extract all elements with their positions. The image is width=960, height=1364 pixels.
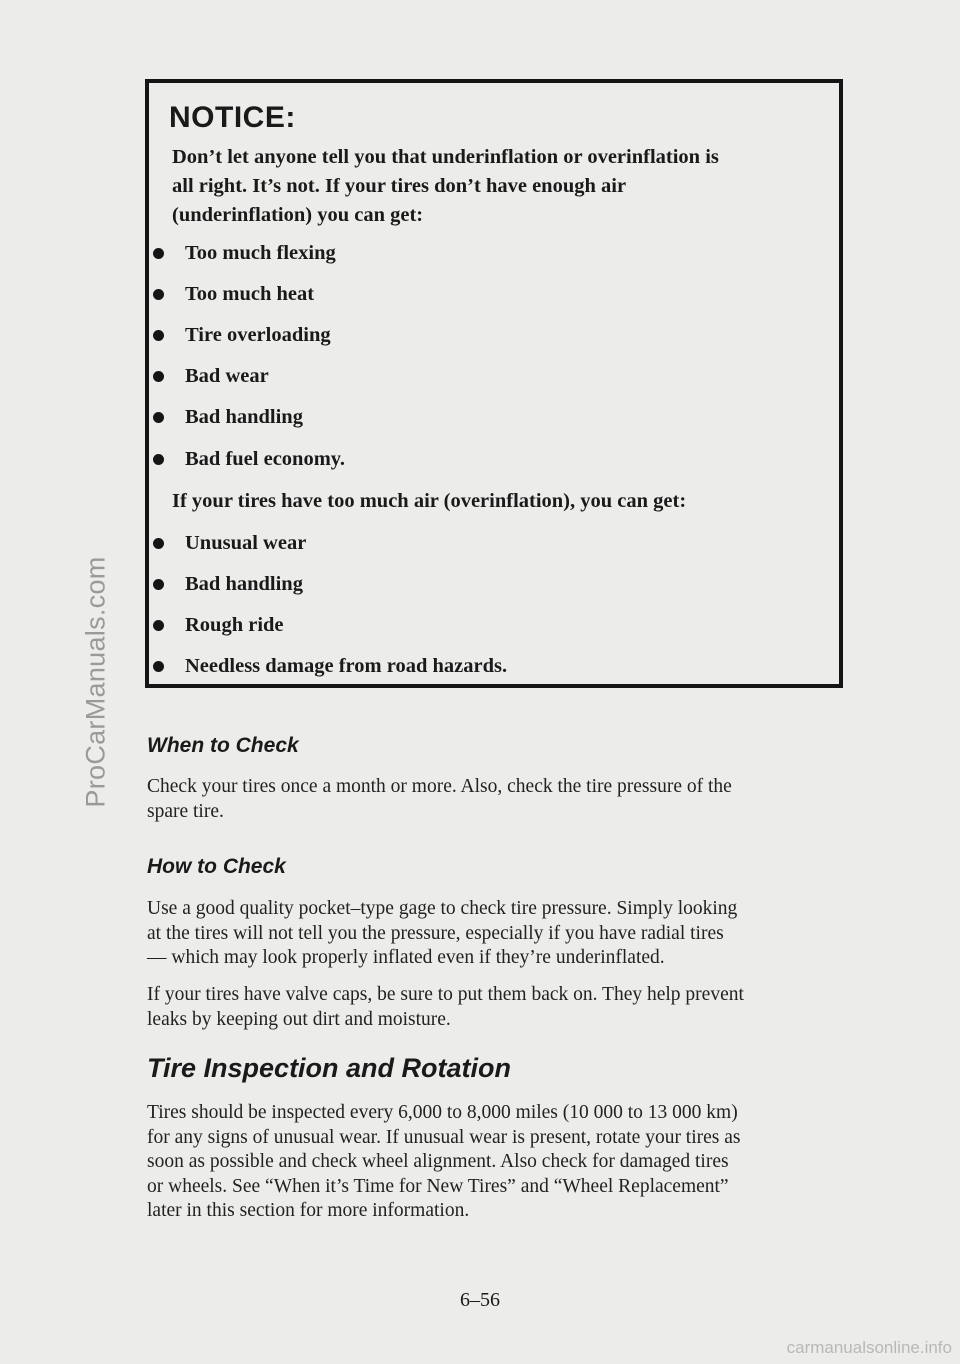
text-line: or wheels. See “When it’s Time for New Tires” and “Wheel Replacement”	[147, 1175, 729, 1197]
list-item	[153, 320, 331, 350]
list-item-label: Needless damage from road hazards.	[185, 654, 508, 677]
notice-intro-line: Don’t let anyone tell you that underinflation or overinflation is	[172, 146, 719, 168]
list-item-label: Rough ride	[185, 613, 284, 636]
list-item-label: Tire overloading	[185, 323, 331, 346]
list-item	[153, 444, 345, 474]
bullet-icon	[153, 289, 164, 300]
side-watermark: ProCarManuals.com	[80, 556, 111, 808]
list-item-label: Bad handling	[185, 405, 303, 428]
how-to-check-paragraph-1	[147, 897, 867, 971]
list-item	[153, 610, 284, 640]
notice-intro-line: (underinflation) you can get:	[172, 204, 424, 226]
text-line: soon as possible and check wheel alignment. Also check for damaged tires	[147, 1151, 729, 1172]
bullet-icon	[153, 661, 164, 672]
list-item	[153, 651, 507, 681]
tire-inspection-paragraph	[147, 1101, 867, 1224]
notice-box	[145, 79, 843, 688]
text-line: spare tire.	[147, 800, 224, 822]
text-line: Check your tires once a month or more. Also, check the tire pressure of the	[147, 776, 732, 797]
text-line: later in this section for more information.	[147, 1200, 470, 1221]
list-item-label: Too much heat	[185, 282, 315, 305]
when-to-check-paragraph	[147, 775, 867, 824]
bullet-icon	[153, 248, 164, 259]
list-item	[153, 279, 314, 309]
text-line: at the tires will not tell you the pressure, especially if you have radial tires	[147, 922, 724, 944]
list-item	[153, 569, 303, 599]
text-line: — which may look properly inflated even if they’re underinflated.	[147, 947, 665, 968]
list-item-label: Bad fuel economy.	[185, 447, 346, 470]
overinflation-intro: If your tires have too much air (overinflation), you can get:	[172, 490, 687, 512]
notice-intro-line: all right. It’s not. If your tires don’t have enough air	[172, 175, 627, 197]
bullet-icon	[153, 371, 164, 382]
section-heading-when-to-check: When to Check	[147, 734, 299, 757]
page-number: 6–56	[460, 1289, 500, 1311]
section-heading-tire-inspection: Tire Inspection and Rotation	[147, 1053, 512, 1083]
bullet-icon	[153, 412, 164, 423]
text-line: for any signs of unusual wear. If unusual wear is present, rotate your tires as	[147, 1126, 741, 1148]
how-to-check-paragraph-2	[147, 983, 867, 1032]
bullet-icon	[153, 579, 164, 590]
list-item	[153, 402, 303, 432]
list-item	[153, 238, 336, 268]
bullet-icon	[153, 330, 164, 341]
list-item-label: Unusual wear	[185, 531, 307, 554]
bullet-icon	[153, 538, 164, 549]
notice-title: NOTICE:	[169, 101, 296, 134]
list-item	[153, 528, 306, 558]
text-line: If your tires have valve caps, be sure to put them back on. They help prevent	[147, 984, 744, 1005]
list-item-label: Bad wear	[185, 364, 269, 387]
list-item	[153, 361, 269, 391]
text-line: Tires should be inspected every 6,000 to 8,000 miles (10 000 to 13 000 km)	[147, 1102, 738, 1123]
text-line: Use a good quality pocket–type gage to check tire pressure. Simply looking	[147, 898, 738, 919]
text-line: leaks by keeping out dirt and moisture.	[147, 1008, 451, 1030]
list-item-label: Too much flexing	[185, 241, 336, 264]
bullet-icon	[153, 620, 164, 631]
bullet-icon	[153, 454, 164, 465]
bottom-watermark: carmanualsonline.info	[786, 1338, 952, 1357]
list-item-label: Bad handling	[185, 572, 303, 595]
section-heading-how-to-check: How to Check	[147, 855, 286, 878]
